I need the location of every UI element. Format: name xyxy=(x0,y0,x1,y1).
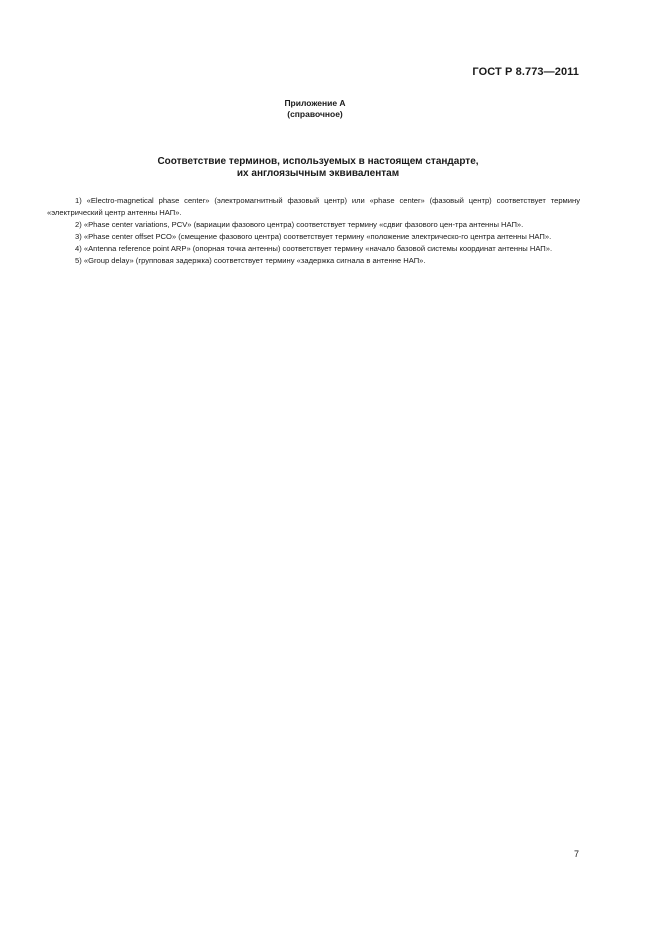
appendix-subtitle: (справочное) xyxy=(287,109,343,119)
terms-list xyxy=(47,195,580,268)
term-paragraph-4: 4) «Antenna reference point ARP» (опорная точка антенны) соответствует термину «начало базовой системы координат антенны НАП». xyxy=(75,244,553,254)
section-title xyxy=(0,156,636,180)
page-number: 7 xyxy=(573,849,579,859)
term-paragraph-2: 2) «Phase center variations, PCV» (вариации фазового центра) соответствует термину «сдвиг фазового цен-тра антенны НАП». xyxy=(75,220,524,230)
term-paragraph-1: 1) «Electro-magnetical phase center» (электромагнитный фазовый центр) или «phase center» (фазовый центр) соответствует термину «электрический центр антенны НАП». xyxy=(47,196,580,218)
section-title-line-1: Соответствие терминов, используемых в настоящем стандарте, xyxy=(157,156,479,167)
appendix-label: Приложение А xyxy=(284,98,346,108)
appendix-heading xyxy=(0,98,630,120)
section-title-line-2: их англоязычным эквивалентам xyxy=(236,168,400,179)
term-paragraph-3: 3) «Phase center offset PCO» (смещение фазового центра) соответствует термину «положение электрическо-го центра антенны НАП». xyxy=(75,232,552,242)
term-paragraph-5: 5) «Group delay» (групповая задержка) соответствует термину «задержка сигнала в антенне НАП». xyxy=(75,256,426,266)
document-header-standard-id: ГОСТ Р 8.773—2011 xyxy=(472,66,579,78)
